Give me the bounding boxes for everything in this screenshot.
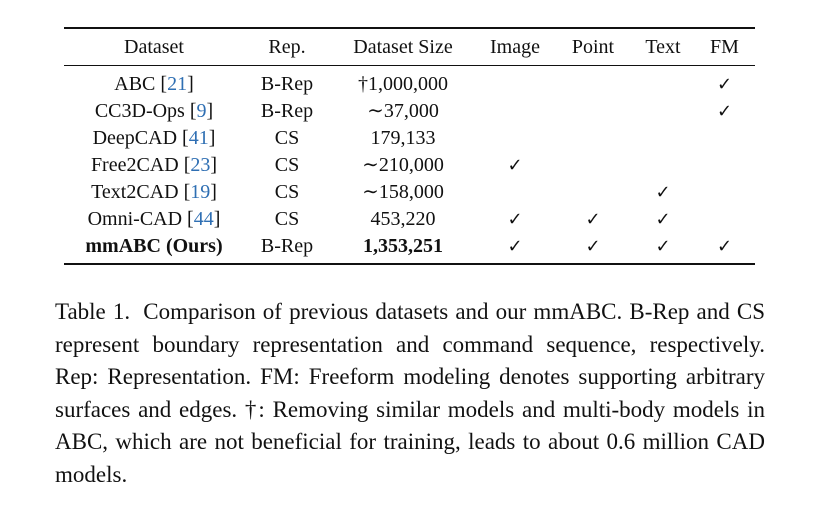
cell-rep: B-Rep [260, 73, 314, 95]
cell-text-check [632, 66, 694, 99]
cell-image-check [476, 98, 554, 125]
citation-link[interactable]: 41 [188, 127, 209, 149]
cell-size: 453,220 [370, 208, 436, 230]
cell-fm-check: ✓ [716, 236, 733, 257]
cell-text-check [632, 98, 694, 125]
header-image: Image [490, 35, 540, 58]
header-fm: FM [710, 35, 739, 58]
cell-fm-check [694, 206, 755, 233]
dataset-name: DeepCAD [ [92, 127, 189, 149]
dataset-name: Omni-CAD [ [87, 208, 194, 230]
citation-link[interactable]: 44 [193, 208, 214, 230]
cell-image-check [476, 66, 554, 99]
cell-text-check: ✓ [655, 182, 671, 203]
cell-text-check: ✓ [655, 209, 671, 230]
citation-link[interactable]: 21 [167, 73, 188, 95]
dataset-name: Free2CAD [ [90, 154, 191, 176]
cell-fm-check [694, 152, 755, 179]
comparison-table [64, 27, 755, 265]
table-row [64, 66, 755, 99]
caption-text: Comparison of previous datasets and our mmABC. B-Rep and CS represent boundary representation and command sequence, respectively. Rep: Representation. FM: Freeform modeling denotes supporting arbitrary surfaces and edges. †: Removing similar models and multi-body models in ABC, which are not beneficial for training, leads to about 0.6 million CAD models. [55, 299, 765, 487]
cell-dataset [64, 179, 244, 206]
cell-point-check [554, 66, 632, 99]
dataset-name: mmABC (Ours) [85, 235, 223, 257]
citation-close: ] [187, 73, 194, 95]
dataset-name: Text2CAD [ [91, 181, 191, 203]
cell-size: 179,133 [370, 127, 436, 149]
cell-point-check [554, 179, 632, 206]
header-text: Text [645, 35, 681, 58]
header-dataset: Dataset [124, 35, 184, 58]
table-header-row [64, 28, 755, 66]
cell-point-check: ✓ [585, 209, 601, 230]
cell-rep: B-Rep [260, 100, 314, 122]
cell-size: ∼158,000 [362, 181, 444, 203]
cell-dataset [64, 98, 244, 125]
table-row-ours [64, 233, 755, 264]
cell-rep: CS [274, 127, 300, 149]
cell-image-check: ✓ [507, 155, 523, 176]
citation-link[interactable]: 9 [196, 100, 207, 122]
citation-close: ] [208, 127, 216, 149]
citation-close: ] [206, 100, 214, 122]
cell-fm-check [694, 125, 755, 152]
table-row [64, 179, 755, 206]
table-row [64, 206, 755, 233]
header-dataset-size: Dataset Size [353, 35, 453, 58]
cell-dataset [64, 206, 244, 233]
caption-label: Table 1. [55, 299, 131, 324]
cell-point-check: ✓ [585, 236, 601, 257]
header-point: Point [571, 35, 615, 58]
cell-text-check: ✓ [655, 236, 671, 257]
citation-close: ] [210, 181, 217, 203]
cell-rep: B-Rep [260, 235, 314, 257]
citation-close: ] [213, 208, 221, 230]
cell-text-check [632, 152, 694, 179]
table-caption [55, 296, 765, 491]
cell-image-check: ✓ [507, 209, 523, 230]
cell-image-check [476, 179, 554, 206]
header-rep: Rep. [268, 35, 306, 58]
cell-image-check [476, 125, 554, 152]
cell-dataset [64, 125, 244, 152]
cell-rep: CS [274, 208, 300, 230]
cell-size: ∼37,000 [367, 100, 439, 122]
citation-link[interactable]: 19 [190, 181, 211, 203]
cell-fm-check: ✓ [716, 101, 733, 122]
dataset-name: ABC [ [114, 73, 168, 95]
cell-dataset [64, 152, 244, 179]
cell-fm-check: ✓ [716, 74, 733, 95]
table-row [64, 152, 755, 179]
dataset-name: CC3D-Ops [ [94, 100, 197, 122]
cell-dataset [64, 233, 244, 264]
cell-rep: CS [274, 154, 300, 176]
table-row [64, 125, 755, 152]
cell-fm-check [694, 179, 755, 206]
cell-text-check [632, 125, 694, 152]
cell-size: 1,353,251 [363, 235, 443, 257]
citation-link[interactable]: 23 [190, 154, 211, 176]
cell-rep: CS [274, 181, 300, 203]
cell-dataset [64, 66, 244, 99]
cell-size: †1,000,000 [358, 73, 448, 95]
table-row [64, 98, 755, 125]
citation-close: ] [210, 154, 218, 176]
comparison-table-container [64, 27, 755, 265]
cell-point-check [554, 98, 632, 125]
cell-point-check [554, 152, 632, 179]
cell-size: ∼210,000 [362, 154, 444, 176]
cell-image-check: ✓ [507, 236, 523, 257]
cell-point-check [554, 125, 632, 152]
